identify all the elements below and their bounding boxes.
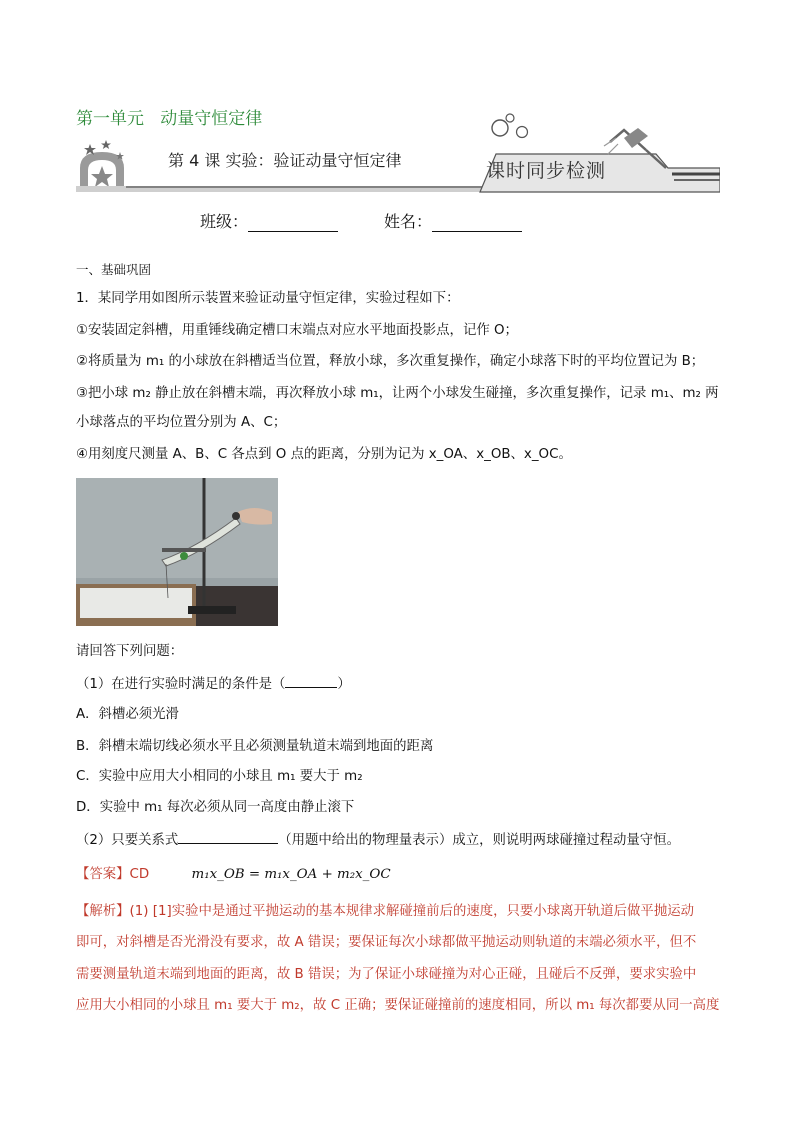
analysis-line-3: 需要测量轨道末端到地面的距离，故 B 错误；为了保证小球碰撞为对心正碰，且碰后不反弹，要求实验中 xyxy=(76,967,697,982)
step-2: ②将质量为 m₁ 的小球放在斜槽适当位置，释放小球，多次重复操作，确定小球落下时的平均位置记为 B； xyxy=(76,354,705,369)
step-3b: 小球落点的平均位置分别为 A、C； xyxy=(76,415,287,430)
prompt: 请回答下列问题： xyxy=(76,644,184,659)
class-label: 班级： xyxy=(200,212,249,231)
answer-blank-1[interactable] xyxy=(285,674,337,688)
unit-title: 第一单元 动量守恒定律 xyxy=(76,109,263,129)
option-a: A．斜槽必须光滑 xyxy=(76,707,179,722)
step-3a: ③把小球 m₂ 静止放在斜槽末端，再次释放小球 m₁，让两个小球发生碰撞，多次重复操作，记录 m₁、m₂ 两 xyxy=(76,386,719,401)
question-intro: 1．某同学用如图所示装置来验证动量守恒定律，实验过程如下： xyxy=(76,291,460,306)
option-b: B．斜槽末端切线必须水平且必须测量轨道末端到地面的距离 xyxy=(76,739,434,754)
analysis-line-2: 即可，对斜槽是否光滑没有要求，故 A 错误；要保证每次小球都做平抛运动则轨道的末端必须水平，但不 xyxy=(76,935,697,950)
sub-question-1: （1）在进行实验时满足的条件是（ ） xyxy=(76,674,351,694)
answer-blank-2[interactable] xyxy=(178,830,278,844)
apparatus-photo xyxy=(76,478,278,626)
sub-question-2: （2）只要关系式 （用题中给出的物理量表示）成立，则说明两球碰撞过程动量守恒。 xyxy=(76,830,680,850)
answer-line xyxy=(76,866,391,884)
name-blank[interactable] xyxy=(432,215,522,232)
analysis-line-4: 应用大小相同的小球且 m₁ 要大于 m₂，故 C 正确；要保证碰撞前的速度相同，所以 m₁ 每次都要从同一高度 xyxy=(76,998,720,1013)
option-c: C．实验中应用大小相同的小球且 m₁ 要大于 m₂ xyxy=(76,769,363,784)
answer-formula: m₁x_OB = m₁x_OA + m₂x_OC xyxy=(191,867,391,882)
lesson-title: 第 4 课 实验：验证动量守恒定律 xyxy=(168,151,402,170)
section-heading: 一、基础巩固 xyxy=(76,262,152,277)
badge-text: 课时同步检测 xyxy=(486,160,607,182)
option-d: D．实验中 m₁ 每次必须从同一高度由静止滚下 xyxy=(76,800,355,815)
answer-label: 【答案】CD xyxy=(76,867,150,882)
analysis-line-1: 【解析】(1) [1]实验中是通过平抛运动的基本规律求解碰撞前后的速度，只要小球离开轨道后做平抛运动 xyxy=(76,904,694,919)
class-blank[interactable] xyxy=(248,215,338,232)
name-label: 姓名： xyxy=(384,212,433,231)
student-fields xyxy=(200,209,568,232)
star-badge-icon xyxy=(80,140,124,188)
step-1: ①安装固定斜槽，用重锤线确定槽口末端点对应水平地面投影点，记作 O； xyxy=(76,323,518,338)
step-4: ④用刻度尺测量 A、B、C 各点到 O 点的距离，分别为记为 x_OA、x_OB、x_OC。 xyxy=(76,447,572,462)
